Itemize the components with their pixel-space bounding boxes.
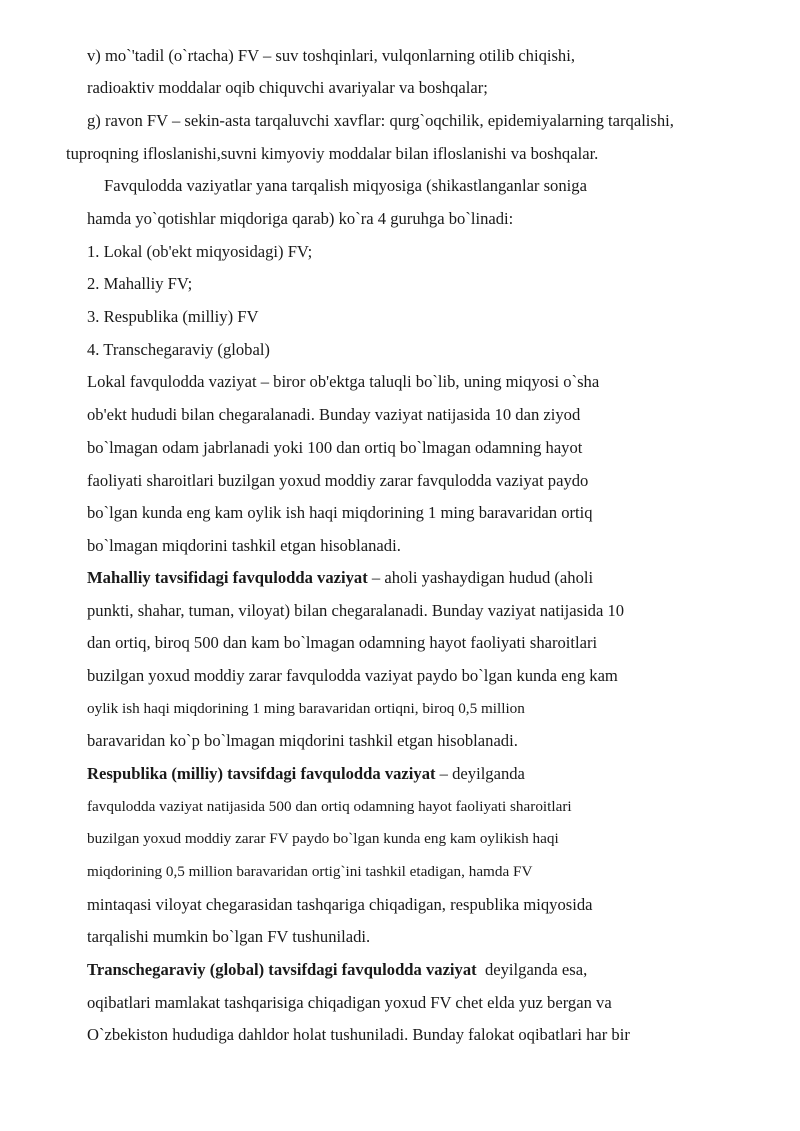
text-line: O`zbekiston hududiga dahldor holat tushuniladi. Bunday falokat oqibatlari har bir [87, 1025, 630, 1044]
text-line: favqulodda vaziyat natijasida 500 dan ortiq odamning hayot faoliyati sharoitlari [87, 798, 572, 815]
text-line: bo`lmagan miqdorini tashkil etgan hisoblanadi. [87, 536, 401, 555]
text-line: tarqalishi mumkin bo`lgan FV tushuniladi. [87, 927, 371, 946]
text-line: baravaridan ko`p bo`lmagan miqdorini tashkil etgan hisoblanadi. [87, 731, 518, 750]
text-line: ob'ekt hududi bilan chegaralanadi. Bunday vaziyat natijasida 10 dan ziyod [87, 405, 581, 424]
text-line: buzilgan yoxud moddiy zarar favqulodda vaziyat paydo bo`lgan kunda eng kam [87, 666, 618, 685]
text-line: hamda yo`qotishlar miqdoriga qarab) ko`ra 4 guruhga bo`linadi: [87, 209, 514, 228]
text-line: faoliyati sharoitlari buzilgan yoxud moddiy zarar favqulodda vaziyat paydo [87, 471, 589, 490]
text-line: Favqulodda vaziyatlar yana tarqalish miqyosiga (shikastlanganlar soniga [104, 176, 587, 195]
text-line: miqdorining 0,5 million baravaridan ortig`ini tashkil etadigan, hamda FV [87, 863, 533, 880]
text-fragment: – deyilganda [435, 764, 525, 783]
list-item: 4. Transchegaraviy (global) [87, 340, 270, 359]
section-heading: Mahalliy tavsifidagi favqulodda vaziyat [87, 568, 368, 587]
section-heading: Respublika (milliy) tavsifdagi favqulodda vaziyat [87, 764, 436, 783]
list-item: 3. Respublika (milliy) FV [87, 307, 259, 326]
text-line: mintaqasi viloyat chegarasidan tashqariga chiqadigan, respublika miqyosida [87, 895, 593, 914]
text-line: dan ortiq, biroq 500 dan kam bo`lmagan odamning hayot faoliyati sharoitlari [87, 633, 598, 652]
section-heading-line [87, 766, 525, 783]
text-line: tuproqning ifloslanishi,suvni kimyoviy moddalar bilan ifloslanishi va boshqalar. [66, 144, 599, 163]
section-heading-line [87, 570, 593, 587]
text-line: oylik ish haqi miqdorining 1 ming baravaridan ortiqni, biroq 0,5 million [87, 700, 525, 717]
text-line: radioaktiv moddalar oqib chiquvchi avariyalar va boshqalar; [87, 78, 488, 97]
text-line: g) ravon FV – sekin-asta tarqaluvchi xavflar: qurg`oqchilik, epidemiyalarning tarqalishi, [87, 111, 674, 130]
text-line: buzilgan yoxud moddiy zarar FV paydo bo`lgan kunda eng kam oylikish haqi [87, 830, 559, 847]
section-heading: Transchegaraviy (global) tavsifdagi favqulodda vaziyat [87, 960, 477, 979]
section-heading-line [87, 962, 587, 979]
text-fragment: deyilganda esa, [476, 960, 588, 979]
text-line: oqibatlari mamlakat tashqarisiga chiqadigan yoxud FV chet elda yuz bergan va [87, 993, 612, 1012]
text-line: punkti, shahar, tuman, viloyat) bilan chegaralanadi. Bunday vaziyat natijasida 10 [87, 601, 625, 620]
list-item: 1. Lokal (ob'ekt miqyosidagi) FV; [87, 242, 313, 261]
text-line: v) mo`'tadil (o`rtacha) FV – suv toshqinlari, vulqonlarning otilib chiqishi, [87, 46, 575, 65]
text-line: Lokal favqulodda vaziyat – biror ob'ektga taluqli bo`lib, uning miqyosi o`sha [87, 372, 600, 391]
text-fragment: – aholi yashaydigan hudud (aholi [367, 568, 594, 587]
text-line: bo`lgan kunda eng kam oylik ish haqi miqdorining 1 ming baravaridan ortiq [87, 503, 593, 522]
list-item: 2. Mahalliy FV; [87, 274, 193, 293]
text-line: bo`lmagan odam jabrlanadi yoki 100 dan ortiq bo`lmagan odamning hayot [87, 438, 583, 457]
